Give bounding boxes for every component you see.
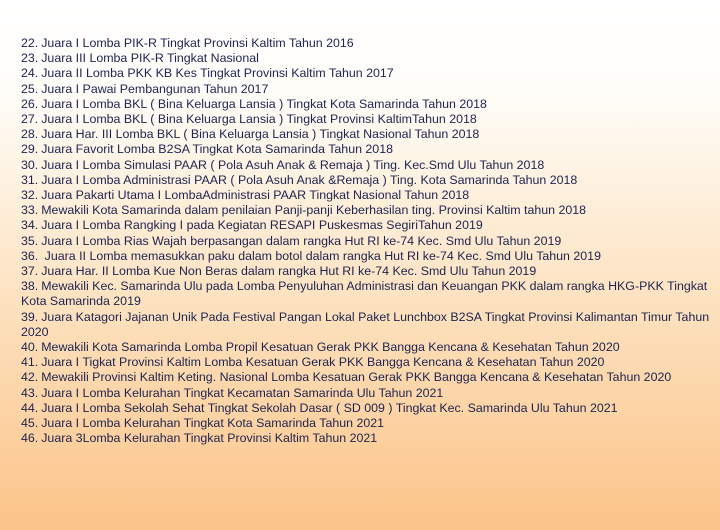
item-number: 35. [21,233,39,248]
item-number: 24. [21,66,39,81]
list-item [21,279,720,309]
list-item [21,249,720,264]
item-text: Juara Favorit Lomba B2SA Tingkat Kota Samarinda Tahun 2018 [41,142,393,157]
item-text: Juara Har. III Lomba BKL ( Bina Keluarga Lansia ) Tingkat Nasional Tahun 2018 [41,127,480,142]
list-item [21,158,720,173]
list-item [21,173,720,188]
list-item [21,51,720,66]
list-item [21,142,720,157]
item-number: 34. [21,218,39,233]
item-number: 40. [21,340,39,355]
list-item [21,264,720,279]
item-text: Mewakili Kota Samarinda Lomba Propil Kesatuan Gerak PKK Bangga Kencana & Kesehatan Tahun 2020 [41,340,620,355]
list-item [21,188,720,203]
item-text: Juara I Lomba BKL ( Bina Keluarga Lansia ) Tingkat Provinsi KaltimTahun 2018 [41,112,477,127]
item-number: 29. [21,142,39,157]
list-item [21,355,720,370]
item-number: 30. [21,157,39,172]
list-item [21,234,720,249]
list-item [21,97,720,112]
list-item [21,370,720,385]
item-text: Juara I Lomba Rias Wajah berpasangan dalam rangka Hut RI ke-74 Kec. Smd Ulu Tahun 2019 [41,233,562,248]
list-item [21,112,720,127]
list-item [21,340,720,355]
item-number: 42. [21,370,39,385]
item-number: 28. [21,127,39,142]
list-item [21,310,720,340]
item-text: Juara I Lomba BKL ( Bina Keluarga Lansia ) Tingkat Kota Samarinda Tahun 2018 [41,96,487,111]
list-item [21,66,720,81]
item-number: 43. [21,385,39,400]
item-text: Juara I Lomba Rangking I pada Kegiatan RESAPI Puskesmas SegiriTahun 2019 [41,218,483,233]
item-number: 37. [21,264,39,279]
item-text: Juara II Lomba memasukkan paku dalam botol dalam rangka Hut RI ke-74 Kec. Smd Ulu Tahun 2019 [41,248,601,263]
item-text: Juara I Lomba Sekolah Sehat Tingkat Sekolah Dasar ( SD 009 ) Tingkat Kec. Samarinda Ulu Tahun 2021 [41,400,618,415]
item-text: Juara Katagori Jajanan Unik Pada Festival Pangan Lokal Paket Lunchbox B2SA Tingkat Provinsi Kalimantan Timur Tahun 2020 [21,309,710,339]
item-text: Mewakili Kota Samarinda dalam penilaian Panji-panji Keberhasilan ting. Provinsi Kaltim tahun 2018 [41,203,587,218]
item-text: Juara II Lomba PKK KB Kes Tingkat Provinsi Kaltim Tahun 2017 [41,66,394,81]
list-item [21,36,720,51]
list-item [21,431,720,446]
item-text: Juara 3Lomba Kelurahan Tingkat Provinsi Kaltim Tahun 2021 [41,431,378,446]
achievement-list [21,36,720,446]
item-number: 23. [21,51,39,66]
list-item [21,127,720,142]
item-number: 39. [21,309,39,324]
item-text: Juara Pakarti Utama I LombaAdministrasi PAAR Tingkat Nasional Tahun 2018 [41,188,470,203]
item-number: 27. [21,112,39,127]
item-number: 45. [21,416,39,431]
item-text: Juara I Lomba PIK-R Tingkat Provinsi Kaltim Tahun 2016 [41,36,354,50]
item-number: 33. [21,203,39,218]
item-number: 38. [21,279,39,294]
item-number: 22. [21,36,39,50]
list-item [21,82,720,97]
item-number: 36. [21,248,39,263]
item-text: Juara I Tigkat Provinsi Kaltim Lomba Kesatuan Gerak PKK Bangga Kencana & Kesehatan Tahun 2020 [41,355,605,370]
item-number: 46. [21,431,39,446]
list-item [21,401,720,416]
item-text: Juara I Lomba Simulasi PAAR ( Pola Asuh Anak & Remaja ) Ting. Kec.Smd Ulu Tahun 2018 [41,157,545,172]
item-number: 41. [21,355,39,370]
item-number: 31. [21,172,39,187]
item-text: Juara Har. II Lomba Kue Non Beras dalam rangka Hut RI ke-74 Kec. Smd Ulu Tahun 2019 [41,264,537,279]
item-text: Juara I Lomba Kelurahan Tingkat Kecamatan Samarinda Ulu Tahun 2021 [41,385,444,400]
item-text: Juara I Lomba Administrasi PAAR ( Pola Asuh Anak &Remaja ) Ting. Kota Samarinda Tahun 2018 [41,172,578,187]
list-item [21,416,720,431]
list-item [21,203,720,218]
item-number: 26. [21,96,39,111]
item-text: Juara I Lomba Kelurahan Tingkat Kota Samarinda Tahun 2021 [41,416,385,431]
item-number: 44. [21,400,39,415]
item-text: Juara I Pawai Pembangunan Tahun 2017 [41,81,269,96]
item-text: Juara III Lomba PIK-R Tingkat Nasional [41,51,259,66]
item-text: Mewakili Kec. Samarinda Ulu pada Lomba Penyuluhan Administrasi dan Keuangan PKK dalam rangka HKG-PKK Tingkat Kota Samarinda 2019 [21,279,708,309]
list-item [21,218,720,233]
list-item [21,386,720,401]
item-number: 25. [21,81,39,96]
item-text: Mewakili Provinsi Kaltim Keting. Nasional Lomba Kesatuan Gerak PKK Bangga Kencana & Kesehatan Tahun 2020 [41,370,672,385]
item-number: 32. [21,188,39,203]
